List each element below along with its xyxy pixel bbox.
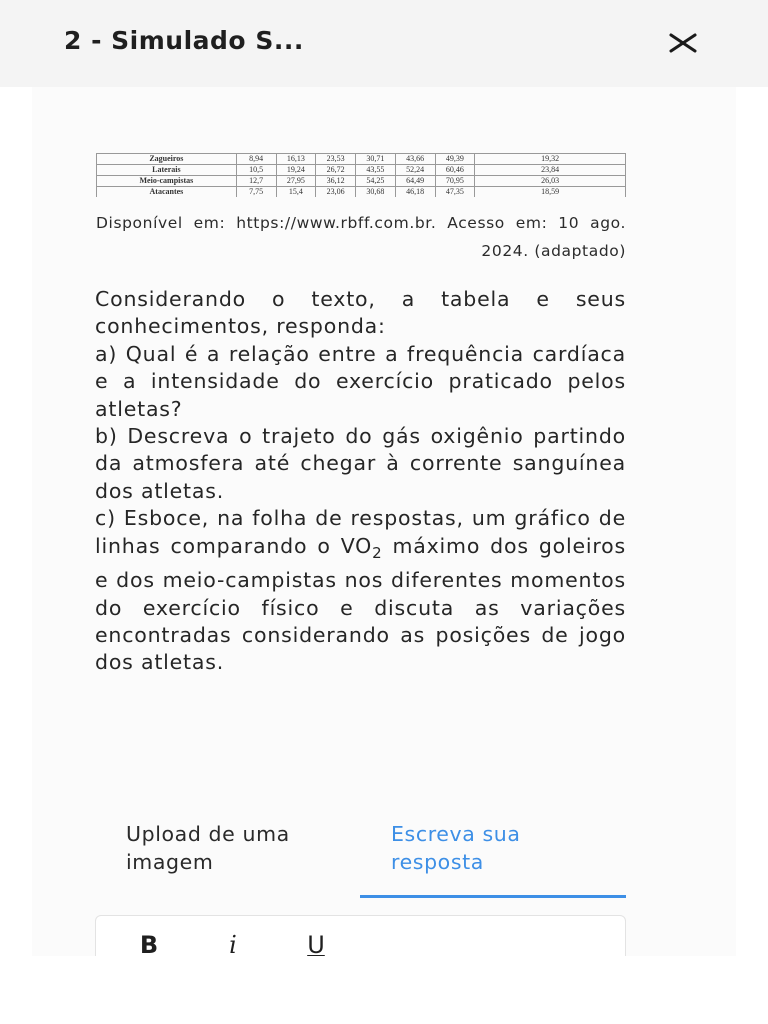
question-item-c-part2: máximo dos goleiros e dos meio-campistas nos diferentes momentos do exercício físico e discuta as variações encontradas considerando as posições de jogo dos atletas. (95, 533, 626, 675)
table-cell: 18,59 (475, 187, 626, 198)
table-cell: 15,4 (276, 187, 316, 198)
question-item-a: a) Qual é a relação entre a frequência cardíaca e a intensidade do exercício praticado pelos atletas? (95, 341, 626, 421)
table-cell: 70,95 (435, 176, 475, 187)
table-cell: 10,5 (236, 165, 276, 176)
table-row (97, 176, 626, 187)
question-text (95, 286, 626, 677)
tab-write-label: Escreva sua resposta (391, 822, 521, 874)
table-row-label: Zagueiros (97, 154, 237, 165)
app-header (0, 0, 768, 87)
source-citation: Disponível em: https://www.rbff.com.br. Acesso em: 10 ago. 2024. (adaptado) (96, 214, 626, 260)
question-item-c-part1: c) Esboce, na folha de respostas, um gráfico de linhas comparando o VO (95, 506, 626, 558)
table-cell: 54,25 (356, 176, 396, 187)
tab-write-answer[interactable] (360, 818, 626, 898)
close-icon (669, 33, 697, 53)
bottom-area (0, 956, 768, 1024)
data-table (96, 153, 626, 197)
table-cell: 27,95 (276, 176, 316, 187)
table-cell: 30,68 (356, 187, 396, 198)
bold-button[interactable]: B (139, 931, 159, 956)
table-cell: 16,13 (276, 154, 316, 165)
table-cell: 19,24 (276, 165, 316, 176)
table-row-label: Laterais (97, 165, 237, 176)
table-cell: 36,12 (316, 176, 356, 187)
table-cell: 19,32 (475, 154, 626, 165)
question-item-c-subscript: 2 (372, 543, 383, 562)
table-cell: 43,55 (356, 165, 396, 176)
table-cell: 43,66 (395, 154, 435, 165)
question-intro: Considerando o texto, a tabela e seus conhecimentos, responda: (95, 287, 626, 339)
table-row (97, 187, 626, 198)
table-cell: 60,46 (435, 165, 475, 176)
underline-button[interactable]: U (307, 931, 325, 956)
table-row-label: Atacantes (97, 187, 237, 198)
table-row (97, 154, 626, 165)
table-cell: 26,03 (475, 176, 626, 187)
table-cell: 23,06 (316, 187, 356, 198)
italic-button[interactable]: i (229, 931, 237, 956)
answer-editor-toolbar (95, 915, 626, 956)
question-item-c (95, 505, 626, 677)
close-button[interactable] (664, 26, 702, 60)
question-item-b: b) Descreva o trajeto do gás oxigênio partindo da atmosfera até chegar à corrente sanguínea dos atletas. (95, 424, 626, 503)
table-cell: 47,35 (435, 187, 475, 198)
table-cell: 23,84 (475, 165, 626, 176)
table-cell: 23,53 (316, 154, 356, 165)
page-title: 2 - Simulado S... (64, 26, 304, 55)
data-table-image (96, 153, 626, 197)
table-cell: 7,75 (236, 187, 276, 198)
table-cell: 49,39 (435, 154, 475, 165)
tab-upload-label: Upload de uma imagem (126, 822, 290, 874)
table-cell: 12,7 (236, 176, 276, 187)
table-cell: 26,72 (316, 165, 356, 176)
table-cell: 52,24 (395, 165, 435, 176)
answer-mode-tabs (95, 818, 626, 898)
table-cell: 30,71 (356, 154, 396, 165)
table-row-label: Meio-campistas (97, 176, 237, 187)
table-cell: 46,18 (395, 187, 435, 198)
table-cell: 64,49 (395, 176, 435, 187)
table-cell: 8,94 (236, 154, 276, 165)
table-row (97, 165, 626, 176)
question-content (32, 87, 736, 956)
tab-upload-image[interactable] (95, 818, 361, 895)
